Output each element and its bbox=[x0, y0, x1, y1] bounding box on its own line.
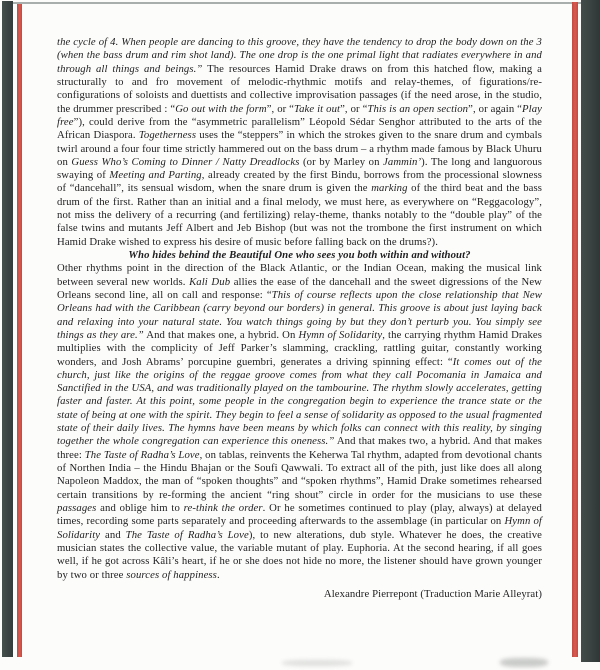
left-red-stripe bbox=[17, 2, 22, 657]
right-dark-border-strip bbox=[581, 0, 600, 662]
top-scan-hairline bbox=[13, 2, 581, 4]
credit-line: Alexandre Pierrepont (Traduction Marie Alleyrat) bbox=[323, 587, 542, 600]
scan-smudge bbox=[282, 660, 352, 666]
paragraph-continuation: the cycle of 4. When people are dancing to this groove, they have the tendency to drop the body down on the 3 (when the bass drum and rim shot land). The one drop is the one primal light that radiates everywhere in and through all things and beings.” The resources Hamid Drake draws on from this hatched flow, making a structurally to and fro movement of melodic-rhythmic motifs and relay-themes, of figurations/re-configurations of soloists and duettists and collective improvisation passages (if the need arose, in the studio, the drummer prescribed : “Go out with the form”, or “Take it out”, or “This is an open section”, or again “Play free”), could derive from the “asymmetric parallelism” Léopold Sédar Senghor attributed to the arts of the African Diaspora. Togetherness uses the “steppers” in which the strokes given to the snare drum and cymbals twirl around a four four time strictly hammered out on the bass drum – a rhythm made famous by Black Uhuru on Guess Who’s Coming to Dinner / Natty Dreadlocks (or by Marley on Jammin’). The long and languorous swaying of Meeting and Parting, already created by the first Bindu, borrows from the processional slowness of “dancehall”, its sensual wisdom, when the snare drum is given the marking of the third beat and the bass drum of the first. Rather than an initial and a final melody, we must here, as everywhere on “Reggacology”, not miss the delivery of a recurring (and fertilizing) relay-theme, thanks notably to the “double play” of the false twins and mutants Jeff Albert and Jeb Bishop (but was not the trombone the first instrument on which Hamid Drake wished to express his desire of music before falling back on the drums?). bbox=[57, 36, 543, 248]
paragraph-two: Other rhythms point in the direction of the Black Atlantic, or the Indian Ocean, making the musical link between several new worlds. Kali Dub allies the ease of the dancehall and the sweet digressions of the New Orleans second line, all on call and response: “This of course reflects upon the close relationship that New Orleans had with the Caribbean (carry beyond our borders) in general. This groove is about just laying back and relaxing into your natural state. You watch things going by but they don’t perturb you. You simply see things as they are.” And that makes one, a hybrid. On Hymn of Solidarity, the carrying rhythm Hamid Drakes multiplies with the complicity of Jeff Parker’s slamming, crackling, rattling guitar, constantly working wonders, and Josh Abrams’ porcupine guembri, generates a driving spinning effect: “It comes out of the church, just like the origins of the reggae groove comes from what they call Pocomania in Jamaica and Sanctified in the USA, and was traditionally played on the tambourine. The rhythm slowly accelerates, getting faster and faster. At this point, some people in the congregation begin to experience the trance state or the state of being at one with the spirit. They begin to feel a sense of solidarity as opposed to the usual fragmented state of their daily lives. The hymns have been means by which folks can connect with this reality, by singing together the whole congregation can experience this oneness.” And that makes two, a hybrid. And that makes three: The Taste of Radha’s Love, on tablas, reinvents the Keherwa Tal rhythm, adapted from devotional chants of Northen India – the Hindu Bhajan or the Soufi Qawwali. To extract all of the pith, just like does all along Napoleon Maddox, the man of “spoken thoughts” and “spoken rhythms”, Hamid Drake sometimes rehearsed certain transitions by re-forming the ancient “ring shout” circle in order for the musicians to use these passages and oblige him to re-think the order. Or he sometimes continued to play (play, always) at delayed times, recording some parts separately and proceeding afterwards to the assemblage (in particular on Hymn of Solidarity and The Taste of Radha’s Love), to new alterations, dub style. Whatever he does, the creative musician states the collective value, the variable mutant of play. Euphoria. At the second hearing, if all goes well, if he got across Kâli’s heart, if he or she does not hide no more, the listener should have grown younger by two or three sources of happiness. bbox=[57, 262, 543, 581]
section-heading: Who hides behind the Beautiful One who sees you both within and without? bbox=[128, 249, 471, 261]
scan-smudge bbox=[500, 658, 548, 667]
liner-notes-text bbox=[57, 36, 542, 601]
left-dark-border-strip bbox=[2, 1, 13, 657]
right-red-stripe bbox=[572, 2, 578, 657]
